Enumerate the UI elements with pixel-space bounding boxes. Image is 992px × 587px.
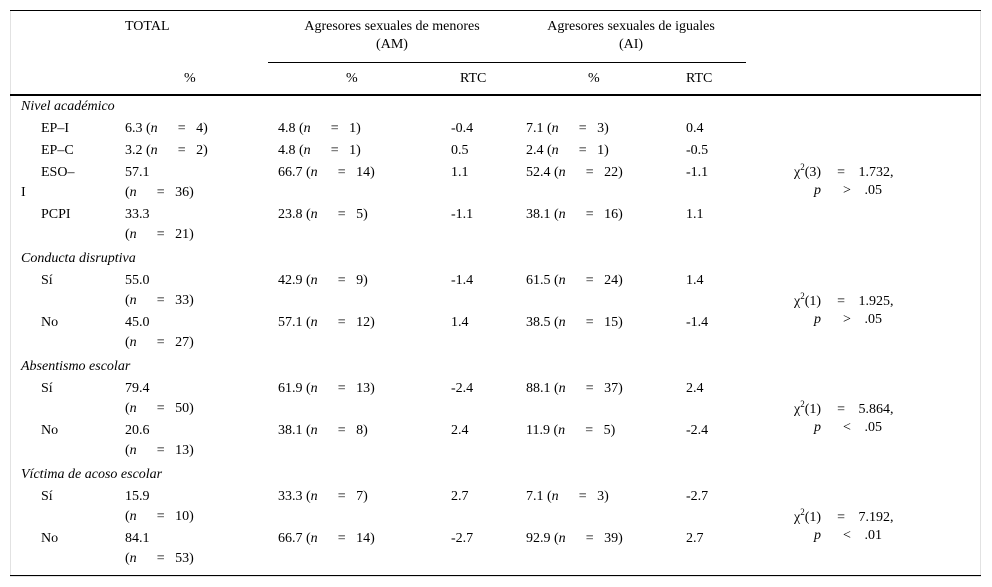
relation: > [843,312,851,327]
n-symbol: n [558,165,566,180]
total-n: 21) [175,227,194,242]
total-n: 4) [196,121,208,136]
row-label: No [41,315,59,330]
total-n: 10) [175,509,194,524]
n-symbol: n [303,121,311,136]
n-symbol: n [558,315,566,330]
ai-rtc: -1.1 [686,165,709,180]
superscript: 2 [800,162,805,172]
superscript: 2 [800,291,805,301]
am-cell [278,206,368,224]
n-symbol: n [551,489,559,504]
am-n: 7) [356,489,368,504]
am-rtc: 2.4 [451,423,469,438]
am-pct: 4.8 [278,121,296,136]
equals: = [156,509,165,524]
n-symbol: n [558,531,566,546]
ai-pct: 92.9 [526,531,551,546]
ai-n: 37) [604,381,623,396]
n-symbol: n [129,293,137,308]
ai-n: 3) [597,121,609,136]
am-pct: 38.1 [278,423,303,438]
equals: = [837,510,845,525]
am-n: 5) [356,207,368,222]
am-n: 14) [356,165,375,180]
am-n: 1) [349,121,361,136]
equals: = [837,165,845,180]
ai-cell [526,530,623,548]
ai-n: 3) [597,489,609,504]
open-paren: ( [125,443,130,458]
am-cell [278,380,375,398]
am-rtc: -1.4 [451,273,474,288]
stat-nivel [794,164,894,200]
open-paren: ( [125,335,130,350]
total-pct: 79.4 [125,381,150,396]
ai-pct: 7.1 [526,489,544,504]
section-victima: Víctima de acoso escolar [21,467,163,482]
ai-rtc: 2.4 [686,381,704,396]
open-paren: ( [146,121,151,136]
open-paren: ( [554,315,559,330]
header-am-line1: Agresores sexuales de menores [304,19,480,34]
am-pct: 23.8 [278,207,303,222]
p-line [794,311,894,329]
n-symbol: n [558,207,566,222]
superscript: 2 [800,399,805,409]
am-cell [278,164,375,182]
open-paren: ( [306,315,311,330]
ai-rtc: -1.4 [686,315,709,330]
superscript: 2 [800,507,805,517]
equals: = [837,402,845,417]
total-pct: 3.2 [125,143,143,158]
total-n: 53) [175,551,194,566]
total-n-line [125,442,194,460]
am-cell [278,314,375,332]
p-symbol: p [814,312,821,327]
relation: > [843,183,851,198]
ai-rtc: -2.7 [686,489,709,504]
total-n-line [125,334,194,352]
am-cell [278,488,368,506]
ai-n: 15) [604,315,623,330]
ai-cell [526,488,609,506]
n-symbol: n [310,165,318,180]
header-ai-pct: % [588,71,600,86]
total-cell [125,120,208,138]
ai-n: 16) [604,207,623,222]
am-pct: 33.3 [278,489,303,504]
open-paren: ( [554,165,559,180]
row-label: Sí [41,489,53,504]
open-paren: ( [547,121,552,136]
df: (1) [804,510,822,525]
p-line [794,182,894,200]
row-label: Sí [41,381,53,396]
am-rtc: 0.5 [451,143,469,158]
n-symbol: n [150,143,158,158]
header-ai [507,18,755,54]
ai-n: 1) [597,143,609,158]
equals: = [585,315,594,330]
am-pct: 66.7 [278,165,303,180]
equals: = [177,121,186,136]
n-symbol: n [129,227,137,242]
am-rtc: -2.7 [451,531,474,546]
open-paren: ( [146,143,151,158]
open-paren: ( [125,401,130,416]
p-value: .01 [864,528,882,543]
open-paren: ( [125,509,130,524]
n-symbol: n [129,185,137,200]
section-nivel: Nivel académico [21,99,115,114]
n-symbol: n [129,551,137,566]
chi-value: 1.732, [858,165,894,180]
stat-victima [794,509,894,545]
total-n: 13) [175,443,194,458]
chi-symbol: χ [794,294,801,309]
chi-line [794,293,894,311]
ai-cell [526,272,623,290]
ai-cell [526,164,623,182]
open-paren: ( [553,423,559,438]
am-n: 1) [349,143,361,158]
total-pct: 45.0 [125,315,150,330]
relation: < [843,528,851,543]
n-symbol: n [310,531,318,546]
equals: = [585,165,594,180]
chi-line [794,401,894,419]
total-pct: 57.1 [125,165,150,180]
header-am [268,18,516,54]
am-cell [278,120,361,138]
ai-cell [526,380,623,398]
header-am-rtc: RTC [460,71,487,86]
am-pct: 42.9 [278,273,303,288]
am-rtc: -2.4 [451,381,474,396]
df: (1) [804,294,822,309]
equals: = [156,401,165,416]
equals: = [578,143,587,158]
ai-cell [526,314,623,332]
chi-symbol: χ [794,402,801,417]
am-n: 14) [356,531,375,546]
equals: = [337,315,346,330]
am-rtc: -1.1 [451,207,474,222]
bottom-rule [10,575,981,576]
open-paren: ( [554,531,559,546]
chi-symbol: χ [794,510,801,525]
total-n-line [125,292,194,310]
p-line [794,527,894,545]
ai-pct: 2.4 [526,143,544,158]
total-n-line [125,184,194,202]
n-symbol: n [129,509,137,524]
total-pct: 20.6 [125,423,150,438]
equals: = [156,335,165,350]
open-paren: ( [299,143,304,158]
total-n-line [125,508,194,526]
ai-rtc: -0.5 [686,143,709,158]
p-line [794,419,894,437]
open-paren: ( [125,185,130,200]
row-label: PCPI [41,207,71,222]
ai-cell [526,142,609,160]
ai-pct: 38.5 [526,315,551,330]
ai-rtc: 2.7 [686,531,704,546]
row-label: EP–I [41,121,69,136]
row-label: ESO– [41,165,75,180]
equals: = [330,121,339,136]
am-n: 13) [356,381,375,396]
equals: = [156,443,165,458]
open-paren: ( [306,531,311,546]
n-symbol: n [558,273,566,288]
total-n-line [125,550,194,568]
equals: = [177,143,186,158]
ai-n: 22) [604,165,623,180]
chi-value: 7.192, [858,510,894,525]
equals: = [578,489,587,504]
total-n-line [125,226,194,244]
ai-pct: 88.1 [526,381,551,396]
equals: = [337,381,346,396]
open-paren: ( [306,423,311,438]
equals: = [337,165,346,180]
chi-value: 5.864, [858,402,894,417]
header-total: TOTAL [125,19,170,34]
chi-symbol: χ [794,165,801,180]
ai-pct: 7.1 [526,121,544,136]
row-label: No [41,423,59,438]
total-n: 50) [175,401,194,416]
header-bottom-rule [10,94,981,96]
ai-rtc: 0.4 [686,121,704,136]
am-rtc: 1.4 [451,315,469,330]
chi-value: 1.925, [858,294,894,309]
equals: = [837,294,845,309]
open-paren: ( [306,273,311,288]
am-cell [278,272,368,290]
n-symbol: n [551,121,559,136]
open-paren: ( [547,489,552,504]
ai-pct: 52.4 [526,165,551,180]
total-n-line [125,400,194,418]
p-symbol: p [814,420,821,435]
df: (1) [804,402,822,417]
total-cell [125,142,208,160]
open-paren: ( [306,381,311,396]
row-label: EP–C [41,143,74,158]
equals: = [585,531,594,546]
open-paren: ( [125,227,130,242]
equals: = [337,489,346,504]
n-symbol: n [129,401,137,416]
open-paren: ( [306,489,311,504]
header-ai-rtc: RTC [686,71,713,86]
total-pct: 15.9 [125,489,150,504]
total-pct: 6.3 [125,121,143,136]
equals: = [585,273,594,288]
stat-absentismo [794,401,894,437]
am-cell [278,530,375,548]
relation: < [843,420,851,435]
open-paren: ( [554,273,559,288]
am-n: 12) [356,315,375,330]
n-symbol: n [129,335,137,350]
n-symbol: n [310,423,318,438]
ai-n: 39) [604,531,623,546]
equals: = [156,227,165,242]
equals: = [337,273,346,288]
p-value: .05 [864,312,882,327]
am-pct: 66.7 [278,531,303,546]
n-symbol: n [310,273,318,288]
header-total-pct: % [184,71,196,86]
total-pct: 55.0 [125,273,150,288]
am-cell [278,142,361,160]
n-symbol: n [558,381,566,396]
p-symbol: p [814,183,821,198]
chi-line [794,164,894,182]
ai-rtc: 1.1 [686,207,704,222]
ai-n: 24) [604,273,623,288]
section-absentismo: Absentismo escolar [21,359,131,374]
n-symbol: n [310,207,318,222]
am-rtc: 1.1 [451,165,469,180]
header-am-line2: (AM) [376,37,408,52]
chi-line [794,509,894,527]
ai-cell [526,120,609,138]
ai-cell [526,206,623,224]
am-pct: 4.8 [278,143,296,158]
equals: = [156,185,165,200]
header-am-pct: % [346,71,358,86]
row-label: I [21,185,26,200]
ai-pct: 11.9 [526,423,550,438]
total-pct: 33.3 [125,207,150,222]
am-rtc: -0.4 [451,121,474,136]
equals: = [578,121,587,136]
n-symbol: n [551,143,559,158]
section-conducta: Conducta disruptiva [21,251,136,266]
n-symbol: n [310,381,318,396]
n-symbol: n [303,143,311,158]
am-rtc: 2.7 [451,489,469,504]
p-value: .05 [864,420,882,435]
am-pct: 61.9 [278,381,303,396]
total-n: 36) [175,185,194,200]
top-rule [10,10,981,11]
header-ai-line2: (AI) [618,37,644,52]
open-paren: ( [547,143,552,158]
p-symbol: p [814,528,821,543]
am-n: 8) [356,423,368,438]
equals: = [585,423,594,438]
equals: = [330,143,339,158]
n-symbol: n [129,443,137,458]
equals: = [337,531,346,546]
df: (3) [804,165,822,180]
am-n: 9) [356,273,368,288]
group-rule [268,62,746,63]
ai-pct: 38.1 [526,207,551,222]
stat-conducta [794,293,894,329]
ai-pct: 61.5 [526,273,551,288]
open-paren: ( [125,293,130,308]
am-cell [278,422,368,440]
open-paren: ( [306,207,311,222]
ai-rtc: 1.4 [686,273,704,288]
p-value: .05 [864,183,882,198]
n-symbol: n [150,121,158,136]
n-symbol: n [310,489,318,504]
total-pct: 84.1 [125,531,150,546]
row-label: Sí [41,273,53,288]
equals: = [337,423,346,438]
ai-n: 5) [603,423,616,438]
equals: = [585,207,594,222]
row-label: No [41,531,59,546]
open-paren: ( [299,121,304,136]
open-paren: ( [125,551,130,566]
open-paren: ( [554,381,559,396]
equals: = [585,381,594,396]
n-symbol: n [310,315,318,330]
total-n: 33) [175,293,194,308]
equals: = [337,207,346,222]
n-symbol: n [558,423,566,438]
ai-rtc: -2.4 [686,423,709,438]
open-paren: ( [306,165,311,180]
total-n: 27) [175,335,194,350]
equals: = [156,551,165,566]
open-paren: ( [554,207,559,222]
equals: = [156,293,165,308]
ai-cell [526,422,615,440]
total-n: 2) [196,143,208,158]
header-ai-line1: Agresores sexuales de iguales [547,19,715,34]
am-pct: 57.1 [278,315,303,330]
